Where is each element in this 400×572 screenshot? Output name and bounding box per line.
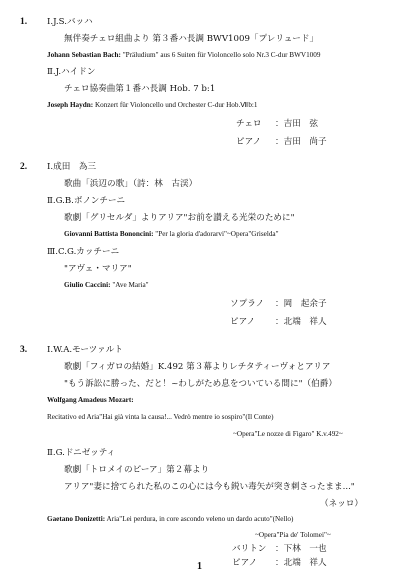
piece-title-en: Aria"Lei perdura, in core ascondo veleno un dardo acuto"(Nello) bbox=[106, 515, 294, 523]
performer-name: ：北端 祥人 bbox=[275, 317, 327, 327]
composer-heading: Ⅲ.C.G.カッチーニ bbox=[47, 247, 120, 257]
piece-subtitle-jp: アリア"妻に捨てられた私のこの心には今も鋭い毒矢が突き刺さったまま..." bbox=[64, 482, 355, 492]
composer-heading: Ⅰ.W.A.モーツァルト bbox=[47, 345, 123, 355]
composer-heading: Ⅱ.G.ドニゼッティ bbox=[47, 448, 116, 458]
piece-title-jp: 歌劇「フィガロの結婚」K.492 第３幕よりレチタティーヴォとアリア bbox=[64, 362, 331, 372]
piece-title-jp: 歌劇「グリセルダ」よりアリア"お前を讃える光栄のために" bbox=[64, 213, 295, 223]
composer-heading: Ⅰ.J.S.バッハ bbox=[47, 17, 93, 27]
page-number: 1 bbox=[197, 561, 202, 572]
composer-name-en: Giulio Caccini: bbox=[64, 281, 111, 289]
performer-role: ピアノ bbox=[232, 558, 258, 568]
opera-title-en: ~Opera"Le nozze di Figaro" K.v.492~ bbox=[233, 430, 343, 438]
piece-title-en: Recitativo ed Aria"Hai già vinta la causa!... Vedrò mentre io sospiro"(Il Conte) bbox=[47, 413, 274, 421]
composer-name-en: Joseph Haydn: bbox=[47, 101, 94, 109]
composer-name-en: Giovanni Battista Bononcini: bbox=[64, 230, 154, 238]
section-number: 3. bbox=[20, 345, 28, 355]
performer-role: ピアノ bbox=[236, 137, 262, 147]
performer-name: ：北端 祥人 bbox=[275, 558, 327, 568]
composer-name-en: Wolfgang Amadeus Mozart: bbox=[47, 396, 134, 404]
piece-title-en: "Per la gloria d'adorarvi"~Opera"Griselda" bbox=[155, 230, 279, 238]
performer-name: ：岡 起余子 bbox=[275, 299, 327, 309]
piece-title-en: "Ave Maria" bbox=[112, 281, 149, 289]
opera-title-en: ~Opera"Pia de' Tolomei"~ bbox=[255, 531, 331, 539]
section-number: 2. bbox=[20, 162, 28, 172]
piece-title-en: Konzert für Violoncello und Orchester C-dur Hob.Ⅶb:1 bbox=[94, 101, 258, 109]
composer-heading: Ⅱ.J.ハイドン bbox=[47, 67, 96, 77]
performer-name: ：下林 一也 bbox=[275, 544, 327, 554]
performer-name: ：吉田 尚子 bbox=[275, 137, 327, 147]
performer-role: バリトン bbox=[232, 544, 267, 554]
performer-role: チェロ bbox=[236, 119, 262, 129]
composer-name-en: Johann Sebastian Bach: bbox=[47, 51, 121, 59]
performer-role: ソプラノ bbox=[230, 299, 265, 309]
character-role-jp: （ネッロ） bbox=[320, 499, 363, 509]
performer-role: ピアノ bbox=[230, 317, 256, 327]
section-number: 1. bbox=[20, 17, 28, 27]
piece-title-jp: チェロ協奏曲第１番ハ長調 Hob. 7 b:1 bbox=[64, 84, 216, 94]
piece-title-jp: "アヴェ・マリア" bbox=[64, 264, 132, 274]
piece-title-jp: 歌曲「浜辺の歌」（詩：林 古渓） bbox=[64, 179, 198, 189]
piece-title-jp: 無伴奏チェロ組曲より 第３番ハ長調 BWV1009「プレリュード」 bbox=[64, 34, 319, 44]
piece-title-jp: 歌劇「トロメイのピーア」第２幕より bbox=[64, 465, 210, 475]
piece-subtitle-jp: "もう訴訟に勝った、だと！~わしがため息をついている間に"（伯爵） bbox=[64, 379, 337, 389]
composer-heading: Ⅱ.G.B.ボノンチーニ bbox=[47, 196, 126, 206]
performer-name: ：吉田 弦 bbox=[275, 119, 318, 129]
composer-name-en: Gaetano Donizetti: bbox=[47, 515, 106, 523]
composer-heading: Ⅰ.成田 為三 bbox=[47, 162, 97, 172]
piece-title-en: "Präludium" aus 6 Suiten für Violoncello solo Nr.3 C-dur BWV1009 bbox=[122, 51, 321, 59]
